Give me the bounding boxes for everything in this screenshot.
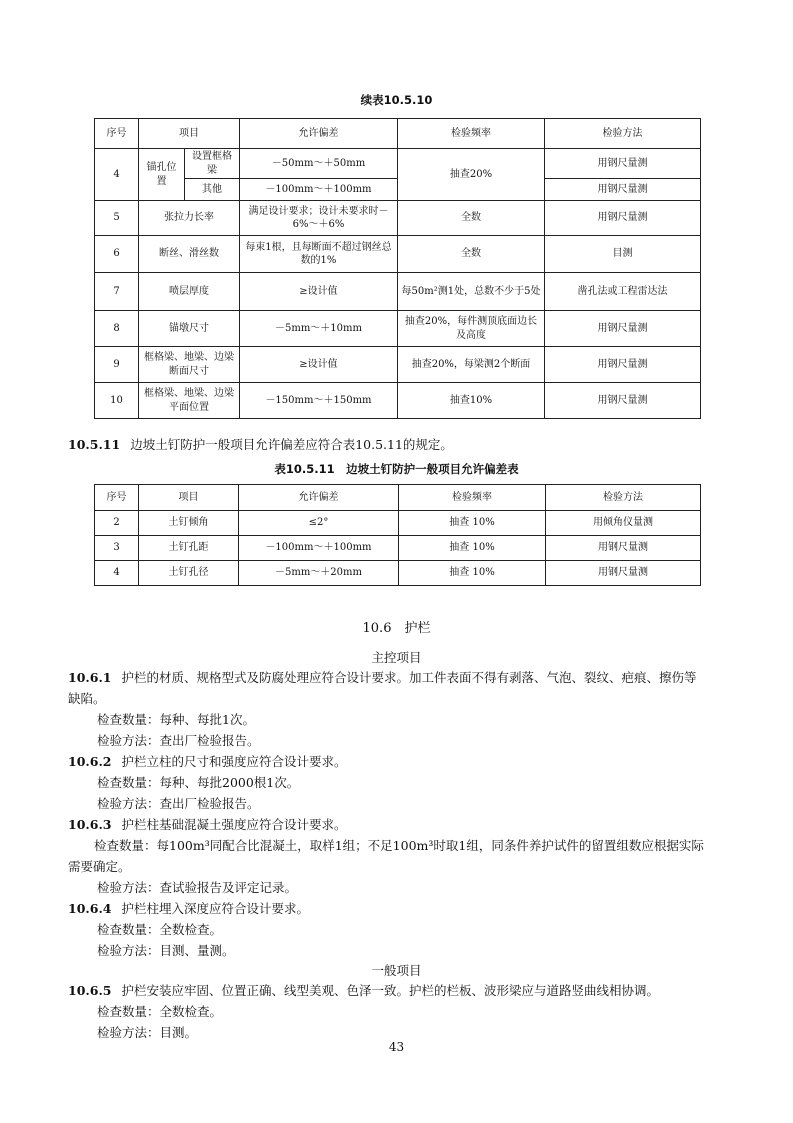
cell-method: 凿孔法或工程雷达法: [545, 273, 701, 311]
inspection-quantity: 检查数量：每种、每批2000根1次。: [97, 775, 300, 790]
cell-no: 10: [95, 383, 139, 419]
clause-number: 10.6.5: [68, 983, 112, 998]
table-row: [95, 536, 701, 561]
general-items-heading: 一般项目: [371, 963, 422, 978]
inspection-method: 检验方法：查出厂检验报告。: [97, 796, 260, 811]
inspection-method: 检验方法：目测、量测。: [97, 943, 235, 958]
clause-10-5-11: [68, 434, 728, 455]
header-cell: 序号: [95, 119, 139, 149]
inspection-method: 检验方法：查试验报告及评定记录。: [97, 880, 298, 895]
cell-no: 2: [95, 511, 139, 536]
cell-frequency: 每50m²测1处，总数不少于5处: [398, 273, 545, 311]
inspection-quantity-continued: 需要确定。: [68, 859, 131, 874]
header-cell: 项目: [139, 119, 240, 149]
cell-frequency: 抽查 10%: [399, 511, 546, 536]
cell-deviation: ≥设计值: [240, 347, 398, 383]
header-cell: 项目: [139, 485, 239, 511]
cell-method: 用钢尺量测: [545, 149, 701, 179]
clause-number: 10.6.1: [68, 670, 112, 685]
table-header-row: [95, 485, 701, 511]
cell-deviation: －100mm～＋100mm: [240, 179, 398, 201]
tolerance-table-continued: [94, 118, 701, 419]
cell-frequency: 抽查20%: [398, 149, 545, 201]
header-cell: 检验方法: [546, 485, 701, 511]
table-row: [95, 383, 701, 419]
table-caption: 表10.5.11 边坡土钉防护一般项目允许偏差表: [274, 462, 519, 476]
cell-subitem: 设置框格梁: [185, 149, 240, 179]
clause-text: 边坡土钉防护一般项目允许偏差应符合表10.5.11的规定。: [130, 437, 453, 452]
cell-deviation: －100mm～＋100mm: [239, 536, 399, 561]
header-cell: 检验频率: [399, 485, 546, 511]
cell-method: 用钢尺量测: [545, 311, 701, 347]
table-row: [95, 201, 701, 236]
clause-number: 10.6.2: [68, 754, 112, 769]
cell-item: 断丝、滑丝数: [139, 236, 240, 273]
cell-method: 用钢尺量测: [545, 347, 701, 383]
cell-no: 6: [95, 236, 139, 273]
cell-item: 土钉孔径: [139, 561, 239, 586]
table-row: [95, 311, 701, 347]
cell-deviation: ≤2°: [239, 511, 399, 536]
clause-10-6-4: [68, 898, 728, 961]
page-number: 43: [388, 1040, 405, 1054]
section-title: 10.6 护栏: [362, 621, 431, 636]
cell-method: 用钢尺量测: [545, 201, 701, 236]
cell-item: 土钉倾角: [139, 511, 239, 536]
cell-method: 用钢尺量测: [546, 561, 701, 586]
cell-frequency: 抽查10%: [398, 383, 545, 419]
table-caption: 续表10.5.10: [360, 93, 433, 107]
inspection-quantity: 检查数量：每种、每批1次。: [97, 712, 255, 727]
table-row: [95, 149, 701, 179]
cell-no: 3: [95, 536, 139, 561]
clause-10-6-2: [68, 751, 728, 814]
cell-deviation: 每束1根，且每断面不超过钢丝总数的1%: [240, 236, 398, 273]
cell-frequency: 抽查 10%: [399, 561, 546, 586]
clause-text: 护栏柱基础混凝土强度应符合设计要求。: [121, 817, 347, 832]
cell-no: 7: [95, 273, 139, 311]
clause-10-6-1: [68, 667, 728, 751]
cell-deviation: ≥设计值: [240, 273, 398, 311]
clause-text: 护栏安装应牢固、位置正确、线型美观、色泽一致。护栏的栏板、波形梁应与道路竖曲线相协调。: [121, 983, 660, 998]
header-cell: 检验方法: [545, 119, 701, 149]
cell-frequency: 抽查 10%: [399, 536, 546, 561]
clause-text: 护栏的材质、规格型式及防腐处理应符合设计要求。加工件表面不得有剥落、气泡、裂纹、疤痕、擦伤等: [121, 670, 697, 685]
cell-deviation: －5mm～＋10mm: [240, 311, 398, 347]
cell-no: 8: [95, 311, 139, 347]
clause-10-6-5: [68, 980, 728, 1043]
cell-item: 锚孔位置: [139, 149, 185, 201]
cell-frequency: 全数: [398, 236, 545, 273]
table-row: [95, 347, 701, 383]
clause-text-continued: 缺陷。: [68, 691, 106, 706]
clause-10-6-3: [68, 814, 728, 898]
table-row: [95, 511, 701, 536]
table-row: [95, 236, 701, 273]
cell-method: 用钢尺量测: [545, 383, 701, 419]
table-row: [95, 561, 701, 586]
header-cell: 检验频率: [398, 119, 545, 149]
inspection-quantity: 检查数量：每100m³同配合比混凝土，取样1组；不足100m³时取1组，同条件养护试件的留置组数应根据实际: [94, 838, 704, 853]
header-cell: 允许偏差: [240, 119, 398, 149]
inspection-method: 检验方法：目测。: [97, 1025, 198, 1040]
header-cell: 允许偏差: [239, 485, 399, 511]
clause-number: 10.6.4: [68, 901, 112, 916]
cell-method: 用钢尺量测: [545, 179, 701, 201]
clause-number: 10.5.11: [68, 437, 121, 452]
table-row: [95, 273, 701, 311]
cell-no: 4: [95, 561, 139, 586]
cell-method: 用钢尺量测: [546, 536, 701, 561]
main-items-heading: 主控项目: [371, 650, 422, 665]
cell-frequency: 抽查20%，每件测顶底面边长及高度: [398, 311, 545, 347]
clause-number: 10.6.3: [68, 817, 112, 832]
clause-text: 护栏柱埋入深度应符合设计要求。: [121, 901, 310, 916]
cell-deviation: －50mm～＋50mm: [240, 149, 398, 179]
cell-item: 土钉孔距: [139, 536, 239, 561]
cell-frequency: 全数: [398, 201, 545, 236]
cell-item: 框格梁、地梁、边梁平面位置: [139, 383, 240, 419]
cell-item: 框格梁、地梁、边梁断面尺寸: [139, 347, 240, 383]
cell-subitem: 其他: [185, 179, 240, 201]
cell-deviation: －5mm～＋20mm: [239, 561, 399, 586]
cell-deviation: －150mm～＋150mm: [240, 383, 398, 419]
soil-nail-tolerance-table: [94, 484, 701, 586]
cell-no: 9: [95, 347, 139, 383]
cell-no: 5: [95, 201, 139, 236]
header-cell: 序号: [95, 485, 139, 511]
inspection-method: 检验方法：查出厂检验报告。: [97, 733, 260, 748]
cell-method: 用倾角仪量测: [546, 511, 701, 536]
cell-frequency: 抽查20%，每梁测2个断面: [398, 347, 545, 383]
cell-no: 4: [95, 149, 139, 201]
cell-deviation: 满足设计要求；设计未要求时－6%～＋6%: [240, 201, 398, 236]
cell-item: 张拉力长率: [139, 201, 240, 236]
cell-item: 喷层厚度: [139, 273, 240, 311]
cell-item: 锚墩尺寸: [139, 311, 240, 347]
inspection-quantity: 检查数量：全数检查。: [97, 1004, 223, 1019]
table-header-row: [95, 119, 701, 149]
inspection-quantity: 检查数量：全数检查。: [97, 922, 223, 937]
cell-method: 目测: [545, 236, 701, 273]
clause-text: 护栏立柱的尺寸和强度应符合设计要求。: [121, 754, 347, 769]
